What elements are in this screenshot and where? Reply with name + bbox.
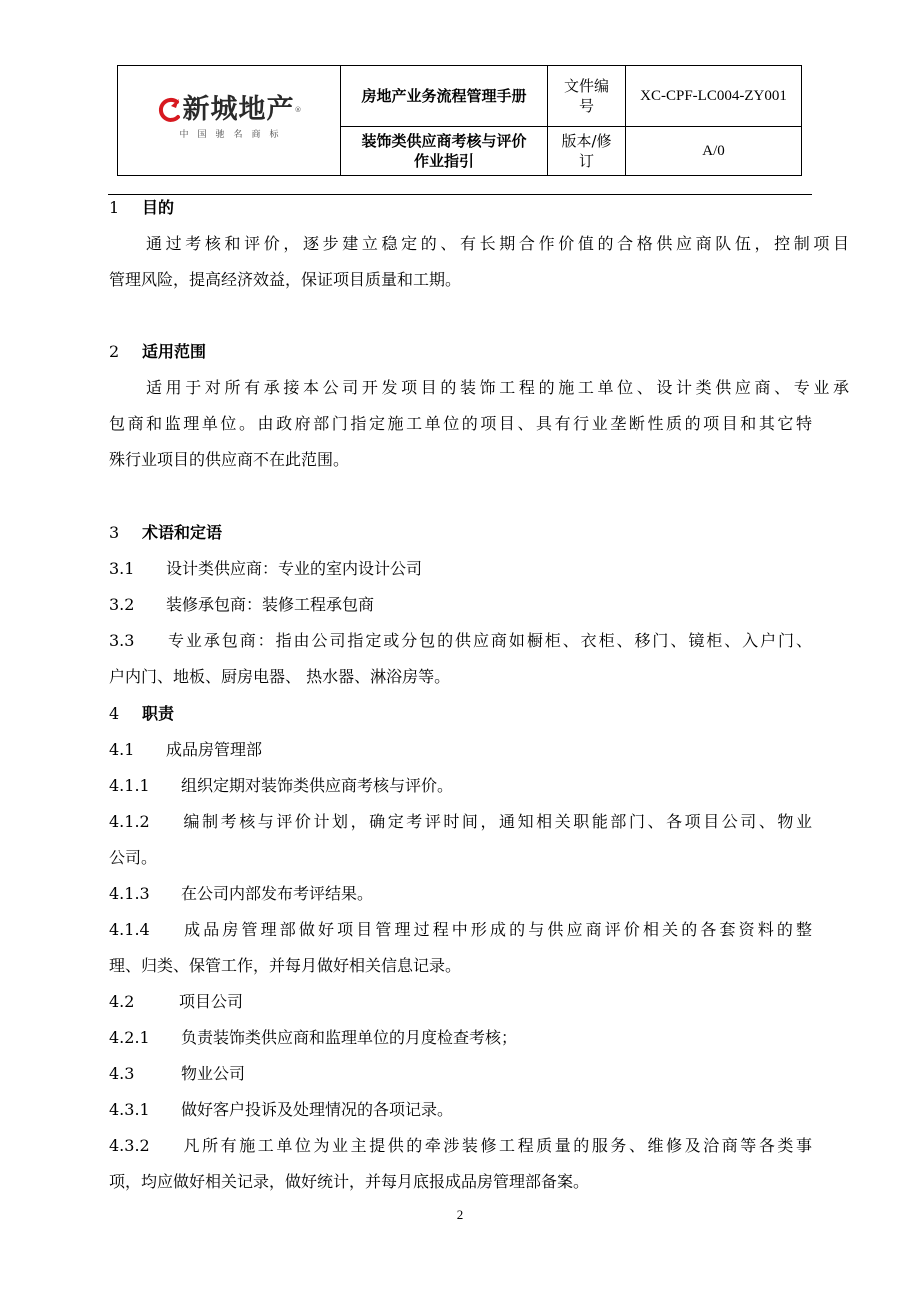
section-2-paragraph: 包商和监理单位。由政府部门指定施工单位的项目、具有行业垄断性质的项目和其它特 bbox=[109, 414, 812, 433]
item-4-3-2-cont: 项，均应做好相关记录，做好统计，并每月底报成品房管理部备案。 bbox=[109, 1172, 590, 1191]
item-4-1-2: 4.1.2 编制考核与评价计划，确定考评时间，通知相关职能部门、各项目公司、物业 bbox=[109, 812, 812, 831]
section-2-heading: 2 适用范围 bbox=[109, 342, 207, 361]
item-4-1-3: 4.1.3 在公司内部发布考评结果。 bbox=[109, 884, 374, 903]
version-label: 版本/修 订 bbox=[548, 127, 626, 176]
file-no-label: 文件编 号 bbox=[548, 66, 626, 127]
doc-title: 装饰类供应商考核与评价 作业指引 bbox=[341, 127, 548, 176]
item-3-1: 3.1 设计类供应商：专业的室内设计公司 bbox=[109, 559, 423, 578]
item-3-3: 3.3 专业承包商：指由公司指定或分包的供应商如橱柜、衣柜、移门、镜柜、入户门、 bbox=[109, 631, 812, 650]
section-3-heading: 3 术语和定语 bbox=[109, 523, 223, 542]
item-3-2: 3.2 装修承包商：装修工程承包商 bbox=[109, 595, 375, 614]
section-1-paragraph: 通过考核和评价，逐步建立稳定的、有长期合作价值的合格供应商队伍，控制项目 bbox=[146, 234, 849, 253]
manual-title: 房地产业务流程管理手册 bbox=[341, 66, 548, 127]
item-4-3-2: 4.3.2 凡所有施工单位为业主提供的牵涉装修工程质量的服务、维修及洽商等各类事 bbox=[109, 1136, 812, 1155]
item-4-1-4: 4.1.4 成品房管理部做好项目管理过程中形成的与供应商评价相关的各套资料的整 bbox=[109, 920, 812, 939]
section-2-paragraph: 殊行业项目的供应商不在此范围。 bbox=[109, 450, 350, 469]
item-4-1: 4.1 成品房管理部 bbox=[109, 740, 263, 759]
section-1-paragraph: 管理风险，提高经济效益，保证项目质量和工期。 bbox=[109, 270, 462, 289]
header-divider bbox=[108, 194, 812, 195]
item-4-1-2-cont: 公司。 bbox=[109, 848, 158, 867]
section-2-paragraph: 适用于对所有承接本公司开发项目的装饰工程的施工单位、设计类供应商、专业承 bbox=[146, 378, 849, 397]
item-4-2: 4.2 项目公司 bbox=[109, 992, 244, 1011]
item-4-1-4-cont: 理、归类、保管工作，并每月做好相关信息记录。 bbox=[109, 956, 462, 975]
item-4-3-1: 4.3.1 做好客户投诉及处理情况的各项记录。 bbox=[109, 1100, 454, 1119]
section-4-heading: 4 职责 bbox=[109, 704, 175, 723]
logo-registered-mark: ® bbox=[294, 105, 302, 114]
version-value: A/0 bbox=[626, 127, 802, 176]
logo-cell bbox=[118, 66, 341, 176]
item-3-3-cont: 户内门、地板、厨房电器、 热水器、淋浴房等。 bbox=[109, 667, 451, 686]
item-4-2-1: 4.2.1 负责装饰类供应商和监理单位的月度检查考核； bbox=[109, 1028, 518, 1047]
section-1-heading: 1 目的 bbox=[109, 198, 175, 217]
item-4-1-1: 4.1.1 组织定期对装饰类供应商考核与评价。 bbox=[109, 776, 454, 795]
header-table bbox=[117, 65, 802, 176]
logo-mark-icon bbox=[157, 97, 183, 123]
company-logo bbox=[118, 93, 340, 145]
logo-slogan: 中国驰名商标 bbox=[179, 129, 288, 140]
page-number: 2 bbox=[456, 1207, 464, 1222]
logo-name: 新城地产 bbox=[182, 93, 295, 125]
file-no-value: XC-CPF-LC004-ZY001 bbox=[626, 66, 802, 127]
item-4-3: 4.3 物业公司 bbox=[109, 1064, 246, 1083]
